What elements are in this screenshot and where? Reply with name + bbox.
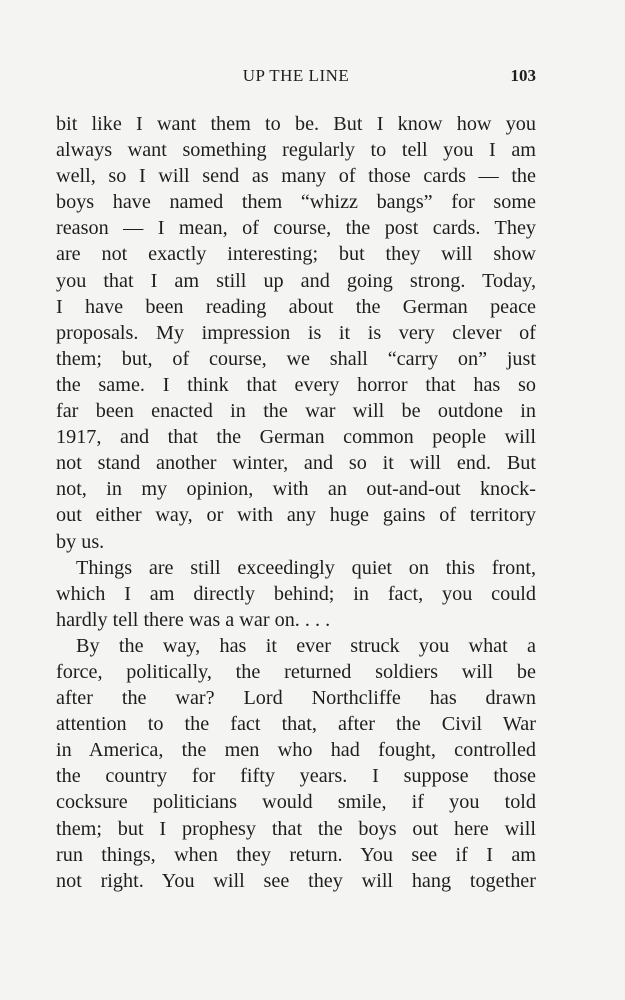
text-line: far been enacted in the war will be outdone in (56, 400, 536, 423)
text-line: reason — I mean, of course, the post cards. They (56, 217, 536, 240)
text-line: after the war? Lord Northcliffe has drawn (56, 687, 536, 710)
text-line: force, politically, the returned soldiers will be (56, 660, 536, 683)
text-line: by us. (56, 530, 105, 553)
text-line: you that I am still up and going strong. Today, (56, 269, 536, 292)
text-line: cocksure politicians would smile, if you told (56, 791, 536, 814)
text-line: Things are still exceedingly quiet on this front, (76, 556, 536, 579)
text-line: which I am directly behind; in fact, you could (56, 582, 536, 605)
text-line: them; but, of course, we shall “carry on” just (56, 347, 536, 370)
text-line: them; but I prophesy that the boys out here will (56, 817, 536, 840)
text-line: 1917, and that the German common people will (56, 426, 536, 449)
text-line: are not exactly interesting; but they will show (56, 243, 536, 266)
page-number: 103 (510, 66, 536, 85)
running-title: UP THE LINE (242, 66, 350, 85)
text-line: run things, when they return. You see if I am (56, 843, 536, 866)
text-line: boys have named them “whizz bangs” for some (56, 191, 536, 214)
text-line: in America, the men who had fought, controlled (56, 739, 536, 762)
text-line: not right. You will see they will hang together (56, 869, 536, 892)
text-line: I have been reading about the German peace (56, 295, 536, 318)
text-line: attention to the fact that, after the Civil War (56, 713, 536, 736)
text-line: always want something regularly to tell you I am (56, 139, 536, 162)
text-line: not, in my opinion, with an out-and-out knock- (56, 478, 536, 501)
text-line: the country for fifty years. I suppose those (56, 765, 536, 788)
text-line: well, so I will send as many of those cards — the (56, 165, 536, 188)
text-line: hardly tell there was a war on. . . . (56, 608, 331, 631)
text-line: not stand another winter, and so it will end. But (56, 452, 536, 475)
running-header (56, 66, 536, 90)
text-line: By the way, has it ever struck you what a (76, 634, 536, 657)
body-text (56, 111, 536, 894)
text-line: the same. I think that every horror that has so (56, 373, 536, 396)
text-line: proposals. My impression is it is very clever of (56, 321, 536, 344)
text-line: out either way, or with any huge gains of territory (56, 504, 536, 527)
text-line: bit like I want them to be. But I know how you (56, 113, 536, 135)
